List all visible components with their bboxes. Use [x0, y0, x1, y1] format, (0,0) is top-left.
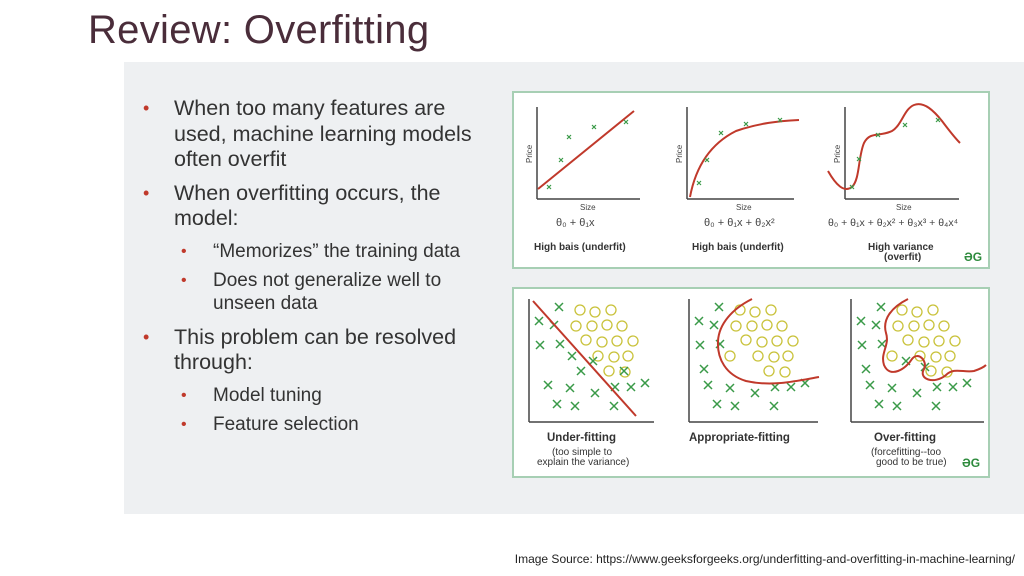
panel-caption: Under-fitting	[547, 432, 616, 444]
panel-caption: Appropriate-fitting	[689, 432, 790, 444]
x-markers	[695, 303, 809, 410]
gfg-logo: ƏG	[962, 456, 981, 470]
classification-fit-figure	[512, 287, 990, 478]
panel-subcaption: (too simple to	[552, 447, 613, 458]
panel-caption: High variance	[868, 242, 934, 253]
sub-bullet-item: • “Memorizes” the training data	[143, 240, 483, 263]
x-axis-label: Size	[580, 203, 596, 212]
y-axis-label: Price	[525, 144, 534, 163]
cross-markers	[547, 120, 628, 189]
sub-bullet-item: • Model tuning	[143, 384, 483, 407]
equation: θ₀ + θ₁x + θ₂x² + θ₃x³ + θ₄x⁴	[828, 217, 959, 229]
bullet-list	[143, 96, 483, 442]
regression-fit-svg	[514, 93, 988, 267]
bullet-item: • When too many features are used, machine learning models often overfit	[143, 96, 483, 173]
image-source-caption: Image Source: https://www.geeksforgeeks.org/underfitting-and-overfitting-in-machine-learning/	[514, 552, 1015, 566]
y-axis-label: Price	[675, 144, 684, 163]
panel-subcaption: explain the variance)	[537, 457, 630, 468]
slide-title: Review: Overfitting	[88, 8, 430, 52]
x-axis-label: Size	[896, 203, 912, 212]
under-fitting-panel	[529, 299, 654, 468]
y-axis-label: Price	[833, 144, 842, 163]
underfit-linear-panel	[525, 107, 640, 253]
x-markers	[535, 303, 649, 410]
sub-bullet-item: • Does not generalize well to unseen data	[143, 269, 483, 315]
bullet-item: • This problem can be resolved through:	[143, 325, 483, 376]
appropriate-fitting-panel	[689, 299, 819, 444]
bullet-item: • When overfitting occurs, the model:	[143, 181, 483, 232]
panel-caption-2: (overfit)	[884, 252, 922, 263]
x-axis-label: Size	[736, 203, 752, 212]
overfit-polynomial-panel	[828, 104, 982, 264]
gfg-logo: ƏG	[964, 250, 983, 264]
underfit-quadratic-panel	[675, 107, 799, 253]
equation: θ₀ + θ₁x + θ₂x²	[704, 217, 775, 229]
o-markers	[571, 305, 638, 377]
equation: θ₀ + θ₁x	[556, 217, 595, 229]
sub-bullet-item: • Feature selection	[143, 413, 483, 436]
panel-subcaption: (forcefitting--too	[871, 447, 942, 458]
o-markers	[725, 305, 798, 377]
panel-caption: Over-fitting	[874, 432, 936, 444]
classification-fit-svg	[514, 289, 988, 476]
regression-fit-figure	[512, 91, 990, 269]
panel-subcaption: good to be true)	[876, 457, 947, 468]
over-fitting-panel	[851, 299, 986, 470]
panel-caption: High bais (underfit)	[692, 242, 784, 253]
panel-caption: High bais (underfit)	[534, 242, 626, 253]
